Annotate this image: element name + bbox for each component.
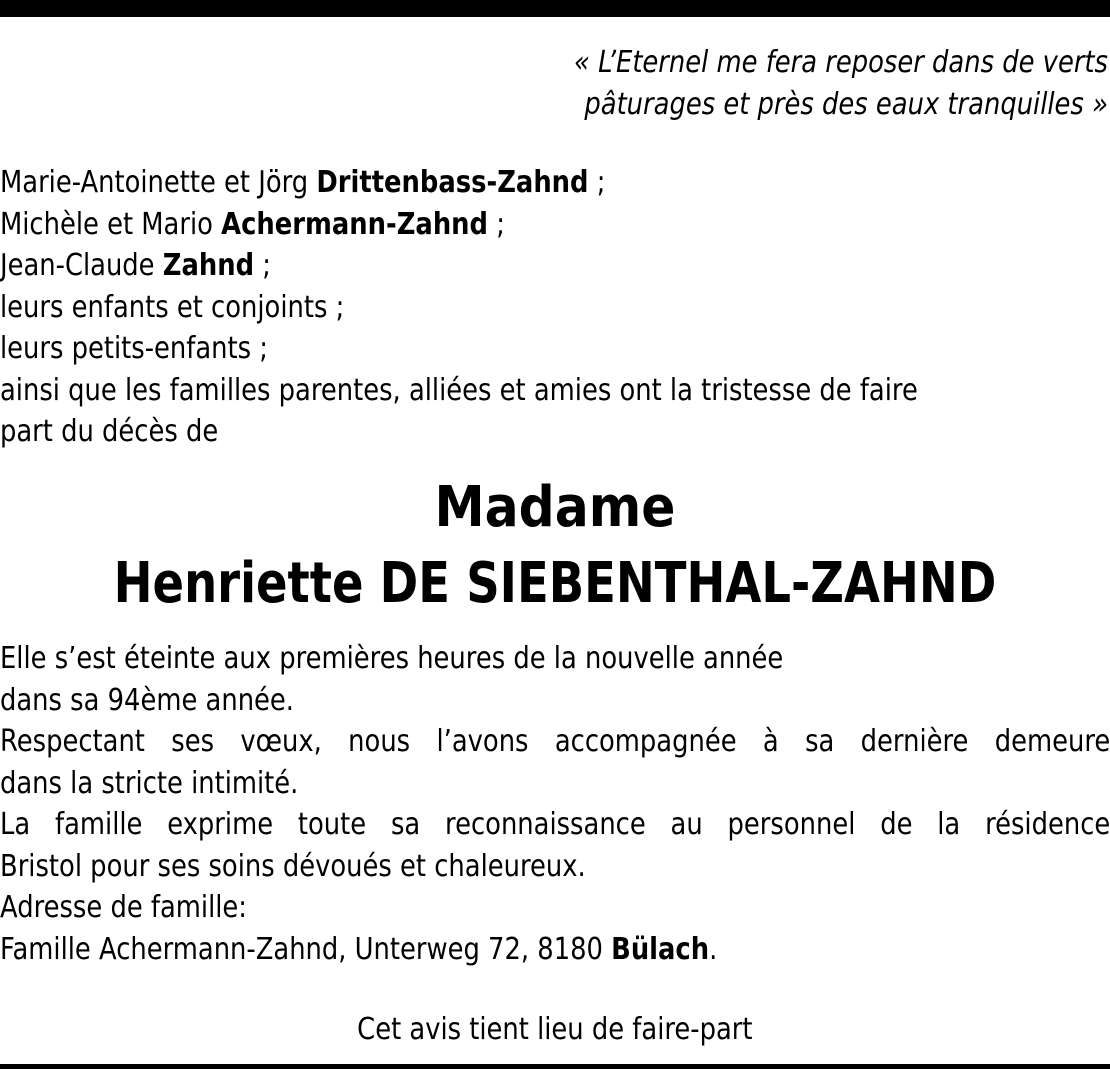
body-line-3: Respectant ses vœux, nous l’avons accompagnée à sa dernière demeure bbox=[0, 724, 1110, 759]
deceased-title: Madame bbox=[434, 475, 676, 540]
address-prefix: Famille Achermann-Zahnd, Unterweg 72, 8180 bbox=[0, 931, 612, 967]
body-line-6: Bristol pour ses soins dévoués et chaleureux. bbox=[0, 848, 586, 884]
body-line-1: Elle s’est éteinte aux premières heures de la nouvelle année bbox=[0, 641, 784, 676]
family-line-3-suffix: ; bbox=[254, 248, 271, 283]
family-line-4: leurs enfants et conjoints ; bbox=[0, 289, 345, 325]
announcement-body bbox=[0, 638, 1110, 970]
family-name-zahnd: Zahnd bbox=[162, 248, 255, 283]
family-line-2 bbox=[0, 204, 1101, 246]
family-announcement bbox=[0, 162, 1101, 453]
body-line-4: dans la stricte intimité. bbox=[0, 765, 299, 801]
footer-note bbox=[0, 1009, 1110, 1051]
footer-note-text: Cet avis tient lieu de faire-part bbox=[357, 1012, 753, 1047]
family-name-drittenbass: Drittenbass-Zahnd bbox=[316, 165, 589, 200]
family-line-1 bbox=[0, 162, 1101, 204]
family-line-2-prefix: Michèle et Mario bbox=[0, 206, 222, 242]
family-line-3 bbox=[0, 245, 1101, 287]
bottom-rule bbox=[0, 1064, 1110, 1069]
address-suffix: . bbox=[709, 931, 718, 967]
top-rule bbox=[0, 0, 1110, 17]
family-line-7: part du décès de bbox=[0, 414, 219, 449]
epigraph-quote bbox=[334, 42, 1108, 126]
family-address bbox=[0, 929, 1110, 971]
family-name-achermann: Achermann-Zahnd bbox=[221, 206, 489, 242]
family-line-1-prefix: Marie-Antoinette et Jörg bbox=[0, 165, 317, 200]
family-line-2-suffix: ; bbox=[488, 206, 505, 242]
body-line-5: La famille exprime toute sa reconnaissance au personnel de la résidence bbox=[0, 807, 1110, 842]
family-line-5: leurs petits-enfants ; bbox=[0, 331, 268, 366]
deceased-name: Henriette DE SIEBENTHAL-ZAHND bbox=[113, 551, 997, 616]
family-line-1-suffix: ; bbox=[588, 165, 606, 200]
family-line-6: ainsi que les familles parentes, alliées et amies ont la tristesse de faire bbox=[0, 372, 918, 408]
quote-line-1: « L’Eternel me fera reposer dans de verts bbox=[573, 45, 1108, 80]
deceased-name-block bbox=[0, 470, 1110, 622]
address-city: Bülach bbox=[611, 931, 710, 967]
body-line-7: Adresse de famille: bbox=[0, 890, 247, 925]
family-line-3-prefix: Jean-Claude bbox=[0, 248, 163, 283]
quote-line-2: pâturages et près des eaux tranquilles » bbox=[584, 87, 1108, 122]
body-line-2: dans sa 94ème année. bbox=[0, 682, 295, 718]
